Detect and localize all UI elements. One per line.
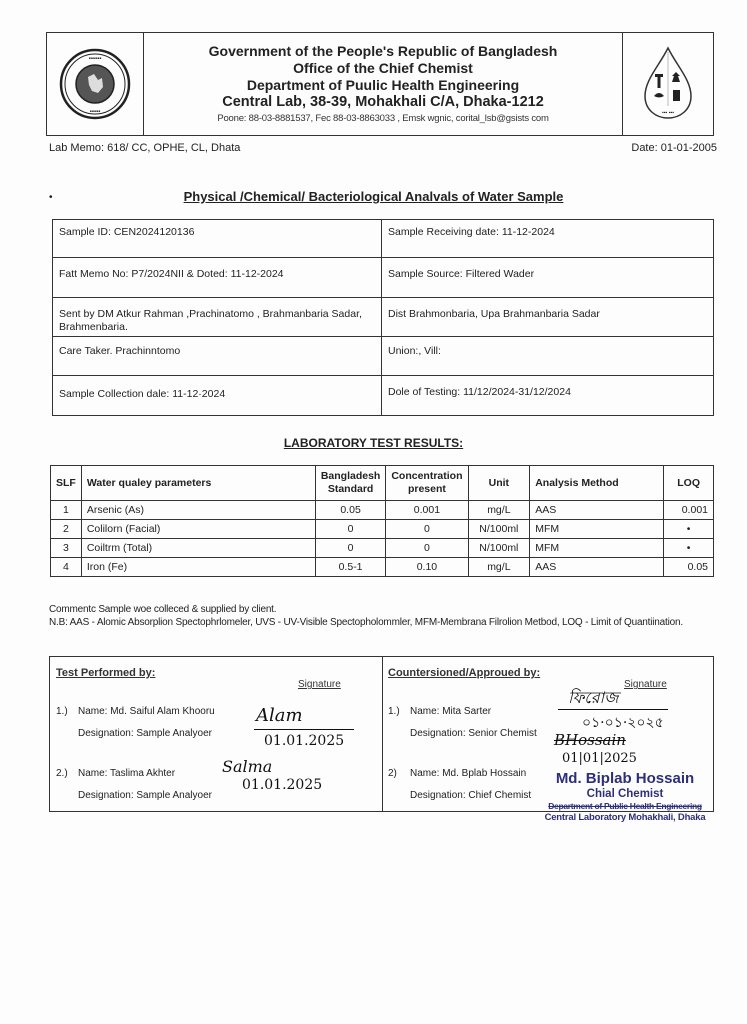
cell-sl: 2 — [51, 520, 82, 539]
sample-receiving-date: Sample Receiving date: 11-12-2024 — [388, 226, 555, 238]
contact-info: Poone: 88-03-8881537, Fec 88-03-8863033 , Emsk wgnic, corital_lsb@gsists com — [217, 113, 549, 124]
performer-name: Name: Md. Saiful Alam Khooru — [78, 706, 215, 717]
approver-designation: Designation: Senior Chemist — [410, 728, 537, 739]
lab-address: Central Lab, 38-39, Mohakhali C/A, Dhaka-1212 — [222, 94, 544, 110]
handwritten-date: 01|01|2025 — [562, 751, 637, 766]
cell-unit: N/100ml — [468, 520, 530, 539]
performer-1: 1.) Name: Md. Saiful Alam Khooru Designation: Sample Analyoer — [56, 706, 215, 739]
cell-method: MFM — [530, 520, 664, 539]
cell-standard: 0 — [315, 520, 386, 539]
cell-sl: 1 — [51, 501, 82, 520]
sample-source: Sample Source: Filtered Wader — [388, 268, 535, 280]
handwritten-signature: ফিরোজ — [568, 688, 619, 707]
performer-designation: Designation: Sample Analyoer — [78, 790, 212, 801]
cell-loq: 0.05 — [664, 558, 714, 577]
info-row — [53, 336, 713, 375]
cell-loq: 0.001 — [664, 501, 714, 520]
govt-name: Government of the People's Republic of Bangladesh — [208, 43, 558, 59]
performer-designation: Designation: Sample Analyoer — [78, 728, 212, 739]
left-logo-box — [47, 33, 144, 135]
cell-concentration: 0 — [386, 539, 468, 558]
letterhead — [46, 32, 714, 136]
document-date: Date: 01-01-2005 — [631, 142, 717, 154]
cell-unit: mg/L — [468, 558, 530, 577]
col-header-method: Analysis Method — [530, 466, 664, 501]
col-header-concentration: Concentration present — [386, 466, 468, 501]
department-name: Department of Puulic Health Engineering — [246, 77, 520, 93]
cell-standard: 0.05 — [315, 501, 386, 520]
bullet-mark: • — [49, 192, 53, 203]
sample-collection-date: Sample Collection dale: 11-12·2024 — [53, 376, 382, 415]
cell-sl: 4 — [51, 558, 82, 577]
table-row — [51, 520, 714, 539]
lab-memo: Lab Memo: 618/ CC, OPHE, CL, Dhata — [49, 142, 241, 154]
cell-loq: • — [664, 539, 714, 558]
cell-parameter: Colilorn (Facial) — [81, 520, 315, 539]
cell-parameter: Iron (Fe) — [81, 558, 315, 577]
sample-id: Sample ID: CEN2024120136 — [53, 220, 382, 257]
stamp-department: Department of Public Health Engineering — [548, 801, 702, 811]
approver-designation: Designation: Chief Chemist — [410, 790, 532, 801]
handwritten-signature: Salma — [222, 757, 273, 776]
table-row — [51, 539, 714, 558]
approver-2: 2) Name: Md. Bplab Hossain Designation: Chief Chemist — [388, 768, 532, 801]
handwritten-date: 01.01.2025 — [264, 733, 345, 749]
document-title: Physical /Chemical/ Bacteriological Analvals of Water Sample — [183, 189, 564, 204]
care-taker: Care Taker. Prachinntomo — [53, 337, 382, 375]
cell-unit: mg/L — [468, 501, 530, 520]
col-header-loq: LOQ — [664, 466, 714, 501]
col-header-sl: SLF — [51, 466, 82, 501]
cell-concentration: 0 — [386, 520, 468, 539]
signature-label: Signature — [624, 679, 667, 690]
cell-concentration: 0.10 — [386, 558, 468, 577]
nb-abbreviations: N.B: AAS - Alomic Absorplion Spectophrlomeler, UVS - UV-Visible Spectopholommler, MFM-Membrana Filrolion Metbod, LOQ - Limit of Quantiination. — [49, 617, 683, 628]
cell-parameter: Arsenic (As) — [81, 501, 315, 520]
cell-concentration: 0.001 — [386, 501, 468, 520]
cell-unit: N/100ml — [468, 539, 530, 558]
signature-line — [254, 729, 354, 730]
table-row — [51, 501, 714, 520]
cell-parameter: Coiltrm (Total) — [81, 539, 315, 558]
lab-results-title: LABORATORY TEST RESULTS: — [283, 436, 464, 450]
right-logo-box — [622, 33, 713, 135]
comment-text: Commentc Sample woe colleced & supplied by client. — [49, 604, 277, 615]
svg-text:▪▪▪▪▪: ▪▪▪▪▪ — [89, 109, 101, 115]
union-village: Union:, Vill: — [388, 345, 441, 357]
cell-sl: 3 — [51, 539, 82, 558]
sent-by: Sent by DM Atkur Rahman ,Prachinatomo , Brahmanbaria Sadar, Brahmenbaria. — [53, 298, 382, 336]
approver-1: 1.) Name: Mita Sarter Designation: Senior Chemist — [388, 706, 537, 739]
forwarding-memo: Fatt Memo No: P7/2024NII & Doted: 11-12-2024 — [53, 258, 382, 297]
approver-name: Name: Mita Sarter — [410, 706, 492, 717]
office-name: Office of the Chief Chemist — [293, 60, 473, 76]
signature-label: Signature — [298, 679, 341, 690]
approved-heading: Countersioned/Approued by: — [388, 667, 541, 679]
signature-line — [558, 709, 668, 710]
handwritten-date: 01.01.2025 — [242, 777, 323, 793]
sample-info-grid — [52, 219, 714, 416]
handwritten-date: ০১·০১·২০২৫ — [582, 715, 664, 731]
handwritten-signature: Alam — [256, 705, 303, 726]
handwritten-signature: BHossain — [554, 731, 626, 749]
info-row — [53, 257, 713, 297]
cell-standard: 0.5-1 — [315, 558, 386, 577]
testing-date: Dole of Testing: 11/12/2024-31/12/2024 — [388, 386, 571, 398]
test-performed-panel — [50, 657, 383, 811]
cell-method: AAS — [530, 501, 664, 520]
col-header-parameter: Water qualey parameters — [81, 466, 315, 501]
stamp-lab: Central Laboratory Mohakhali, Dhaka — [544, 812, 706, 823]
comments-block — [49, 603, 719, 629]
info-row — [53, 375, 713, 415]
stamp-title: Chial Chemist — [586, 788, 664, 800]
cell-standard: 0 — [315, 539, 386, 558]
info-row — [53, 220, 713, 257]
cell-method: MFM — [530, 539, 664, 558]
svg-text:▪▪▪▪▪▪: ▪▪▪▪▪▪ — [88, 56, 102, 62]
performed-heading: Test Performed by: — [56, 667, 156, 679]
district-upazila: Dist Brahmonbaria, Upa Brahmanbaria Sadar — [388, 308, 600, 320]
results-table — [50, 465, 714, 577]
government-seal-icon — [58, 47, 132, 121]
stamp-name: Md. Biplab Hossain — [555, 770, 695, 787]
official-stamp — [532, 770, 718, 824]
cell-loq: • — [664, 520, 714, 539]
info-row — [53, 297, 713, 336]
table-header-row — [51, 466, 714, 501]
svg-text:▪▪▪ ▪▪▪: ▪▪▪ ▪▪▪ — [661, 110, 675, 116]
col-header-standard: Bangladesh Standard — [315, 466, 386, 501]
cell-method: AAS — [530, 558, 664, 577]
col-header-unit: Unit — [468, 466, 530, 501]
approver-name: Name: Md. Bplab Hossain — [410, 768, 527, 779]
table-row — [51, 558, 714, 577]
performer-2: 2.) Name: Taslima Akhter Designation: Sample Analyoer — [56, 768, 212, 801]
letterhead-text — [143, 43, 623, 126]
dphe-water-drop-logo-icon — [637, 46, 699, 122]
performer-name: Name: Taslima Akhter — [78, 768, 176, 779]
